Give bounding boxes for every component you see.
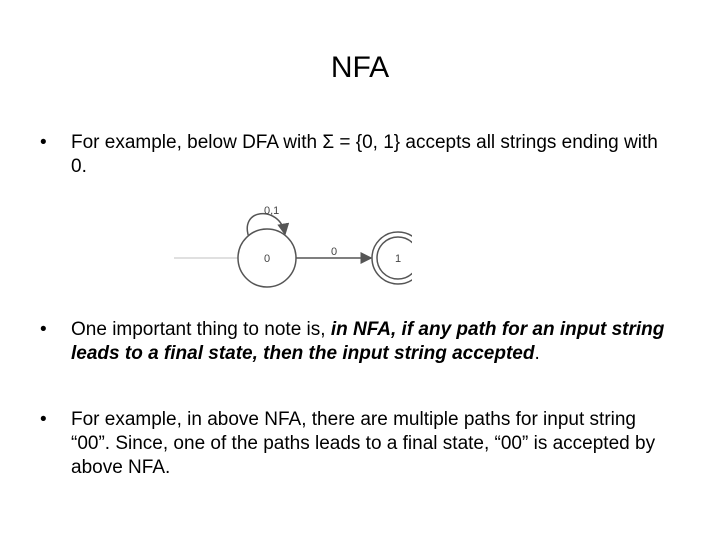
bullet-item-nfa-acceptance — [40, 318, 670, 366]
self-loop-label: 0,1 — [264, 205, 280, 217]
bullet-dot: • — [40, 409, 47, 430]
bullet-text: For example, in above NFA, there are multiple paths for input string “00”. Since, one of the paths leads to a final state, “00” is accepted by above NFA. — [71, 409, 656, 478]
bullet-text-emphasis: in NFA, if any path for an input string leads to a final state, then the input string accepted — [71, 319, 665, 364]
transition-label: 0 — [330, 246, 338, 258]
bullet-text-plain: One important thing to note is, — [71, 319, 331, 340]
state-0-label: 0 — [263, 253, 271, 265]
bullet-dot: • — [40, 319, 47, 340]
bullet-dot: • — [40, 132, 47, 153]
slide-title: NFA — [330, 51, 390, 84]
bullet-item-example-00 — [40, 408, 670, 480]
bullet-text: For example, below DFA with Σ = {0, 1} accepts all strings ending with 0. — [71, 132, 658, 177]
state-1-label: 1 — [394, 253, 402, 265]
bullet-text-period: . — [534, 343, 540, 364]
bullet-item-example-dfa — [40, 131, 670, 179]
nfa-state-diagram — [172, 198, 412, 288]
bullet-text — [71, 318, 670, 366]
